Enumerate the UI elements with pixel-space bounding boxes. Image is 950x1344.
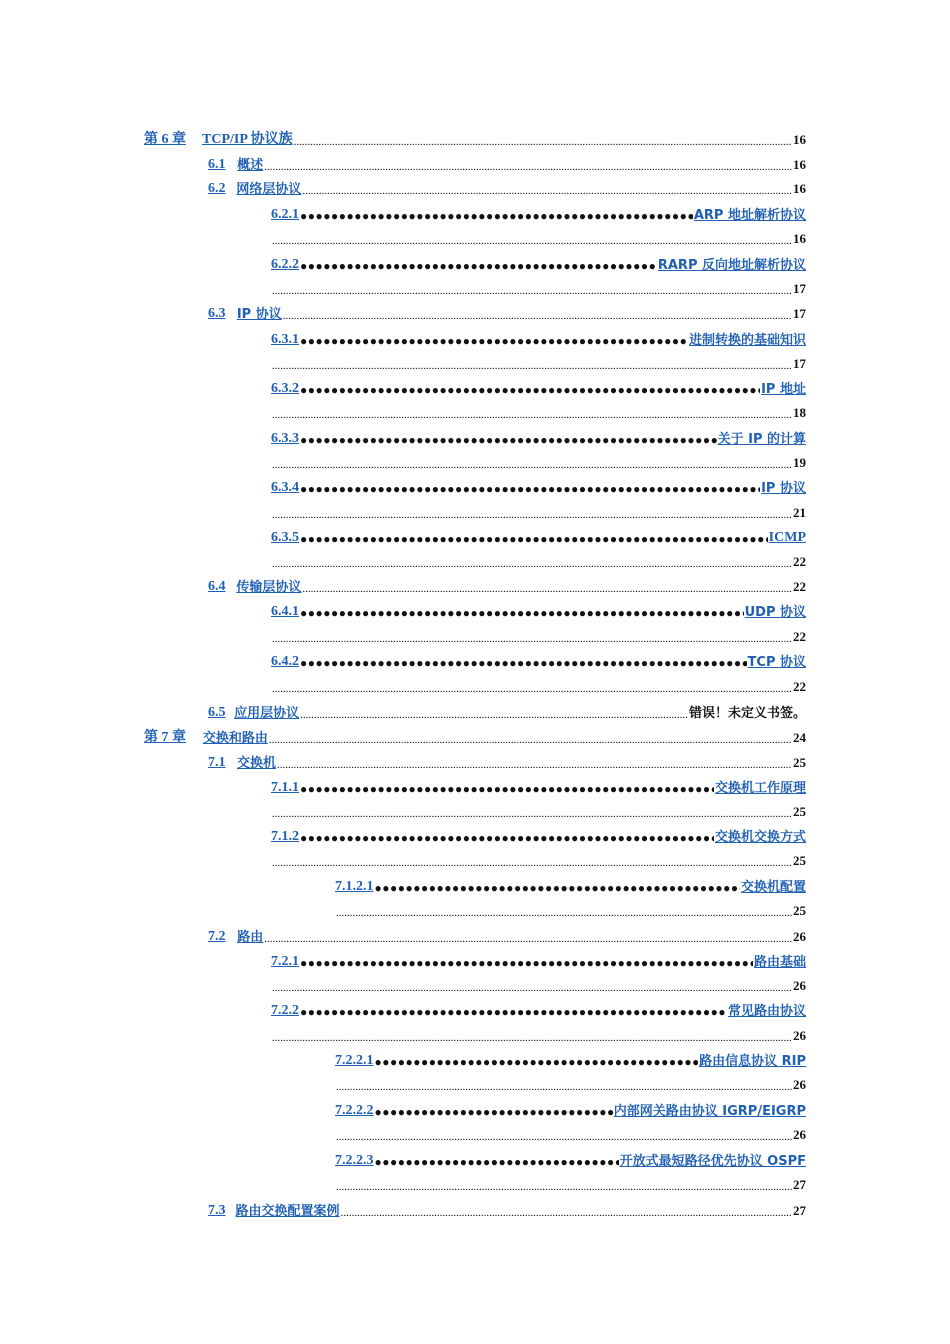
toc-entry-7-1[interactable] xyxy=(208,749,806,771)
toc-entry-7-2-2-3-page xyxy=(335,1171,806,1193)
toc-title[interactable]: 路由交换配置案例 xyxy=(235,1204,340,1219)
toc-title[interactable]: 常见路由协议 xyxy=(727,1004,806,1019)
dot-leader xyxy=(272,509,792,521)
toc-title[interactable]: IP 协议 xyxy=(761,481,806,496)
page-number: 26 xyxy=(793,1028,806,1043)
toc-entry-7-2[interactable] xyxy=(208,923,806,945)
page-number: 26 xyxy=(793,978,806,993)
toc-title[interactable]: 路由基础 xyxy=(753,955,806,970)
bullet-leader xyxy=(300,1005,727,1019)
toc-entry-7-2-1[interactable] xyxy=(271,948,806,970)
toc-title[interactable]: 交换机配置 xyxy=(740,880,806,895)
dot-leader xyxy=(264,933,792,945)
toc-title[interactable]: 内部网关路由协议 IGRP/EIGRP xyxy=(613,1104,806,1119)
toc-entry-6-2-1-page xyxy=(271,225,806,247)
toc-number[interactable]: 6.4.2 xyxy=(271,654,299,669)
page-number: 22 xyxy=(793,679,806,694)
bullet-leader xyxy=(300,334,688,348)
bullet-leader xyxy=(300,956,753,970)
page-number: 17 xyxy=(793,306,806,321)
toc-entry-7-1-2-1-page xyxy=(335,897,806,919)
dot-leader xyxy=(277,759,792,771)
page-number: 24 xyxy=(793,730,806,745)
toc-number[interactable]: 6.3.2 xyxy=(271,381,299,396)
dot-leader xyxy=(272,285,792,297)
page-number: 26 xyxy=(793,1127,806,1142)
toc-title[interactable]: 关于 IP 的计算 xyxy=(717,432,806,447)
page-number: 22 xyxy=(793,629,806,644)
toc-entry-6-3-2[interactable] xyxy=(271,375,806,397)
page-number: 26 xyxy=(793,1077,806,1092)
toc-entry-7-1-2[interactable] xyxy=(271,823,806,845)
toc-number[interactable]: 7.2.1 xyxy=(271,954,299,969)
toc-number[interactable]: 6.3.5 xyxy=(271,530,299,545)
bullet-leader xyxy=(300,782,714,796)
toc-title[interactable]: 应用层协议 xyxy=(234,706,300,721)
toc-title[interactable]: IP 地址 xyxy=(761,382,806,397)
bullet-leader xyxy=(300,656,747,670)
toc-entry-7-2-2[interactable] xyxy=(271,997,806,1019)
toc-title[interactable]: TCP/IP 协议族 xyxy=(202,132,293,147)
toc-number[interactable]: 7.2 xyxy=(208,929,226,944)
toc-number[interactable]: 7.2.2.2 xyxy=(335,1103,374,1118)
page-number: 21 xyxy=(793,505,806,520)
page-number: 25 xyxy=(793,853,806,868)
bullet-leader xyxy=(375,881,740,895)
toc-title[interactable]: 开放式最短路径优先协议 OSPF xyxy=(619,1154,806,1169)
toc-number[interactable]: 6.3.3 xyxy=(271,431,299,446)
toc-title[interactable]: 路由 xyxy=(237,930,264,945)
page-number: 25 xyxy=(793,903,806,918)
toc-entry-6-3-3-page xyxy=(271,449,806,471)
page-number: 16 xyxy=(793,181,806,196)
dot-leader xyxy=(269,734,792,746)
toc-entry-6-3-1[interactable] xyxy=(271,326,806,348)
toc-entry-6-4-1-page xyxy=(271,623,806,645)
toc-entry-7-2-2-1[interactable] xyxy=(335,1047,806,1069)
bullet-leader xyxy=(300,606,744,620)
dot-leader xyxy=(272,459,792,471)
toc-title[interactable]: 传输层协议 xyxy=(236,580,302,595)
toc-entry-6-4-2-page xyxy=(271,673,806,695)
dot-leader xyxy=(336,1131,792,1143)
toc-title[interactable]: ICMP xyxy=(768,530,806,545)
dot-leader xyxy=(272,409,792,421)
dot-leader xyxy=(264,161,792,173)
toc-entry-6-3-5[interactable] xyxy=(271,524,806,546)
page-number: 17 xyxy=(793,356,806,371)
toc-entry-6-2-2[interactable] xyxy=(271,251,806,273)
toc-title[interactable]: 进制转换的基础知识 xyxy=(688,333,806,348)
toc-entry-6-3-4[interactable] xyxy=(271,474,806,496)
toc-entry-6-3-5-page xyxy=(271,548,806,570)
dot-leader xyxy=(302,185,792,197)
toc-entry-6-4-1[interactable] xyxy=(271,598,806,620)
page-number: 27 xyxy=(793,1203,806,1218)
toc-number[interactable]: 7.2.2 xyxy=(271,1003,299,1018)
toc-title[interactable]: 路由信息协议 RIP xyxy=(699,1054,806,1069)
toc-entry-6-4-2[interactable] xyxy=(271,648,806,670)
toc-entry-7-2-2-2[interactable] xyxy=(335,1097,806,1119)
page-number: 27 xyxy=(793,1177,806,1192)
toc-entry-7-1-2-page xyxy=(271,847,806,869)
toc-title[interactable]: TCP 协议 xyxy=(747,655,806,670)
toc-entry-ch7[interactable] xyxy=(144,724,806,746)
toc-title[interactable]: RARP 反向地址解析协议 xyxy=(657,258,806,273)
toc-entry-7-2-2-page xyxy=(271,1022,806,1044)
toc-number[interactable]: 6.3.4 xyxy=(271,480,299,495)
dot-leader xyxy=(272,360,792,372)
toc-entry-7-3[interactable] xyxy=(208,1197,806,1219)
toc-entry-6-2-1[interactable] xyxy=(271,201,806,223)
bullet-leader xyxy=(300,532,768,546)
toc-title[interactable]: 交换机 xyxy=(236,756,276,771)
toc-title[interactable]: UDP 协议 xyxy=(744,605,806,620)
toc-number[interactable]: 6.3.1 xyxy=(271,332,299,347)
dot-leader xyxy=(336,907,792,919)
toc-number[interactable]: 6.2.1 xyxy=(271,207,299,222)
toc-entry-6-3-1-page xyxy=(271,350,806,372)
dot-leader xyxy=(336,1081,792,1093)
page-number: 17 xyxy=(793,281,806,296)
toc-number[interactable]: 6.2.2 xyxy=(271,257,299,272)
toc-number[interactable]: 第 6 章 xyxy=(144,132,186,147)
toc-entry-6-3-3[interactable] xyxy=(271,425,806,447)
toc-number[interactable]: 6.4 xyxy=(208,579,226,594)
bullet-leader xyxy=(300,259,657,273)
bullet-leader xyxy=(375,1105,613,1119)
toc-number[interactable]: 7.1.1 xyxy=(271,780,299,795)
dot-leader xyxy=(272,558,792,570)
toc-title[interactable]: ARP 地址解析协议 xyxy=(693,208,806,223)
toc-number[interactable]: 7.1.2 xyxy=(271,829,299,844)
toc-entry-7-1-1[interactable] xyxy=(271,774,806,796)
toc-number[interactable]: 7.2.2.3 xyxy=(335,1153,374,1168)
page-number: 18 xyxy=(793,405,806,420)
bookmark-error-text: 错误！未定义书签。 xyxy=(688,706,806,721)
toc-entry-6-4[interactable] xyxy=(208,573,806,595)
toc-entry-6-1[interactable] xyxy=(208,151,806,173)
toc-number[interactable]: 6.4.1 xyxy=(271,604,299,619)
toc-title[interactable]: 概述 xyxy=(237,158,264,173)
toc-entry-6-2[interactable] xyxy=(208,175,806,197)
dot-leader xyxy=(294,136,792,148)
dot-leader xyxy=(272,1032,792,1044)
page-number: 16 xyxy=(793,157,806,172)
toc-title[interactable]: 交换机交换方式 xyxy=(714,830,806,845)
page-number: 25 xyxy=(793,804,806,819)
bullet-leader xyxy=(375,1155,619,1169)
toc-number[interactable]: 7.2.2.1 xyxy=(335,1053,374,1068)
toc-entry-7-1-1-page xyxy=(271,798,806,820)
toc-entry-ch6[interactable] xyxy=(144,126,806,148)
toc-number[interactable]: 6.2 xyxy=(208,181,226,196)
page-number: 26 xyxy=(793,929,806,944)
bullet-leader xyxy=(300,831,714,845)
dot-leader xyxy=(272,857,792,869)
toc-number[interactable]: 7.3 xyxy=(208,1203,226,1218)
dot-leader xyxy=(341,1207,792,1219)
toc-entry-7-2-2-3[interactable] xyxy=(335,1147,806,1169)
page-number: 22 xyxy=(793,554,806,569)
toc-number[interactable]: 7.1.2.1 xyxy=(335,879,374,894)
toc-entry-6-2-2-page xyxy=(271,275,806,297)
toc-entry-6-3-2-page xyxy=(271,399,806,421)
page-number: 22 xyxy=(793,579,806,594)
toc-entry-6-5[interactable] xyxy=(208,699,806,721)
bullet-leader xyxy=(300,433,717,447)
bullet-leader xyxy=(300,482,760,496)
dot-leader xyxy=(300,709,688,721)
toc-number[interactable]: 7.1 xyxy=(208,755,226,770)
toc-number[interactable]: 第 7 章 xyxy=(144,730,186,745)
dot-leader xyxy=(283,310,792,322)
toc-entry-7-2-2-2-page xyxy=(335,1121,806,1143)
page-number: 16 xyxy=(793,132,806,147)
dot-leader xyxy=(272,235,792,247)
dot-leader xyxy=(272,683,792,695)
page-number: 19 xyxy=(793,455,806,470)
toc-entry-6-3-4-page xyxy=(271,499,806,521)
bullet-leader xyxy=(375,1055,699,1069)
toc-number[interactable]: 6.1 xyxy=(208,157,226,172)
toc-title[interactable]: 网络层协议 xyxy=(236,182,302,197)
toc-entry-7-2-2-1-page xyxy=(335,1071,806,1093)
dot-leader xyxy=(302,583,792,595)
dot-leader xyxy=(272,808,792,820)
toc-number[interactable]: 6.5 xyxy=(208,705,226,720)
toc-title[interactable]: IP 协议 xyxy=(236,307,282,322)
page-number: 16 xyxy=(793,231,806,246)
dot-leader xyxy=(272,982,792,994)
bullet-leader xyxy=(300,209,693,223)
toc-title[interactable]: 交换和路由 xyxy=(202,731,268,746)
toc-entry-7-2-1-page xyxy=(271,972,806,994)
toc-title[interactable]: 交换机工作原理 xyxy=(714,781,806,796)
page-number: 25 xyxy=(793,755,806,770)
toc-entry-6-3[interactable] xyxy=(208,300,806,322)
dot-leader xyxy=(336,1181,792,1193)
bullet-leader xyxy=(300,383,760,397)
toc-entry-7-1-2-1[interactable] xyxy=(335,873,806,895)
dot-leader xyxy=(272,633,792,645)
toc-number[interactable]: 6.3 xyxy=(208,306,226,321)
